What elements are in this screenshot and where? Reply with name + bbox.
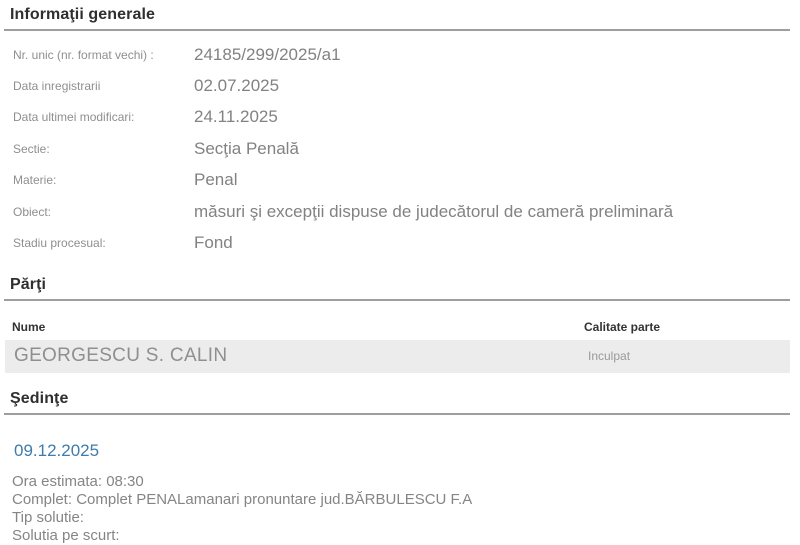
hearings-title: Şedinţe <box>10 389 69 407</box>
hearing-solution-summary: Solutia pe scurt: <box>12 526 120 544</box>
hearing-date-link[interactable]: 09.12.2025 <box>14 440 100 460</box>
field-label: Sectie: <box>13 141 50 156</box>
field-label: Stadiu procesual: <box>13 236 106 251</box>
general-info-section <box>0 0 800 259</box>
info-row-last-modified <box>0 102 800 133</box>
parties-title: Părţi <box>10 275 47 293</box>
party-name: GEORGESCU S. CALIN <box>14 345 228 367</box>
field-value: 24.11.2025 <box>194 107 278 127</box>
info-row-registration-date <box>0 70 800 101</box>
section-divider <box>4 299 790 301</box>
info-row-object <box>0 196 800 227</box>
field-label: Data inregistrarii <box>13 79 101 94</box>
party-quality: Inculpat <box>588 349 631 364</box>
table-row <box>5 340 790 373</box>
field-value: Penal <box>194 170 238 190</box>
field-value: Fond <box>194 233 233 253</box>
field-value: 02.07.2025 <box>194 76 280 96</box>
hearing-details <box>12 473 800 545</box>
section-divider <box>4 29 790 31</box>
column-header-name: Nume <box>12 319 46 334</box>
section-divider <box>4 413 790 415</box>
field-value: Secţia Penală <box>194 138 299 158</box>
field-label: Obiect: <box>13 204 52 219</box>
hearing-panel: Complet: Complet PENALamanari pronuntare jud.BĂRBULESCU F.A <box>12 490 473 508</box>
field-label: Nr. unic (nr. format vechi) : <box>13 47 154 62</box>
info-row-unique-number <box>0 39 800 70</box>
hearing-solution-type: Tip solutie: <box>12 508 84 526</box>
info-row-section <box>0 133 800 164</box>
parties-section <box>0 276 800 373</box>
field-value: 24185/299/2025/a1 <box>194 44 341 64</box>
parties-table-header <box>0 320 800 334</box>
hearing-estimated-time: Ora estimata: 08:30 <box>12 472 144 490</box>
field-value: măsuri şi excepţii dispuse de judecătorul de cameră preliminară <box>194 201 674 221</box>
general-info-rows <box>0 39 800 259</box>
info-row-procedural-stage <box>0 227 800 258</box>
field-label: Materie: <box>13 173 57 188</box>
column-header-quality: Calitate parte <box>584 319 661 334</box>
info-row-matter <box>0 165 800 196</box>
field-label: Data ultimei modificari: <box>13 110 135 125</box>
general-info-title: Informaţii generale <box>10 6 156 23</box>
hearings-section <box>0 390 800 545</box>
